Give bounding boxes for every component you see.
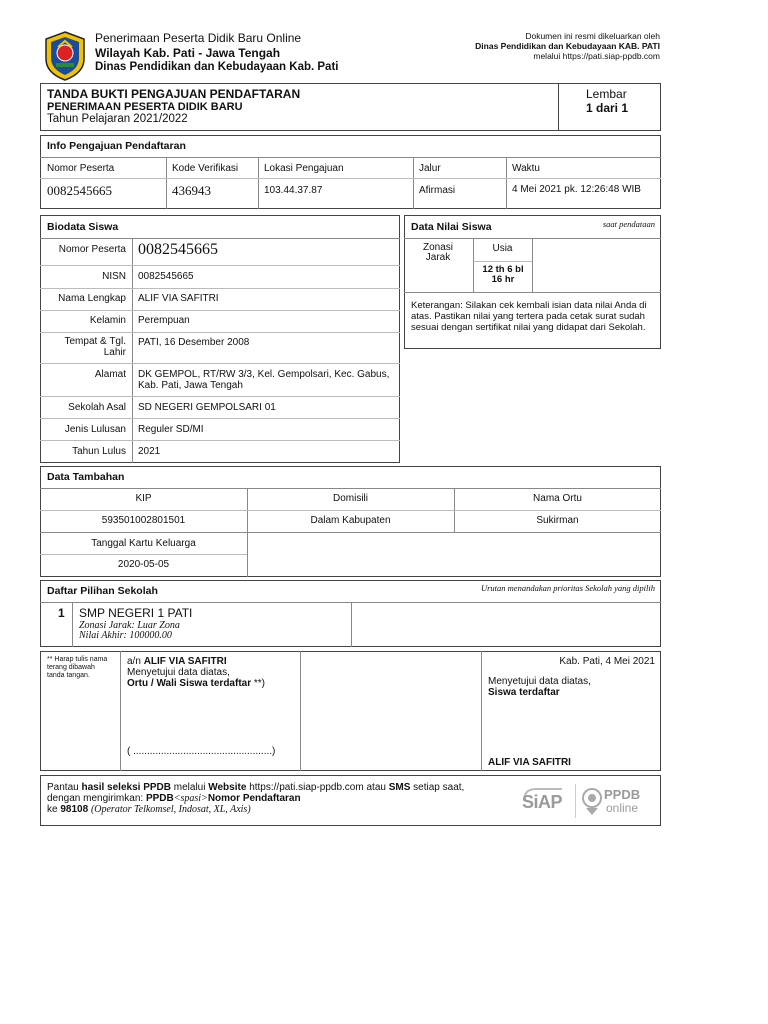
pilihan-number: 1	[58, 606, 65, 620]
bio-value-jenis: Reguler SD/MI	[138, 424, 204, 435]
footer-t6: SMS	[388, 782, 411, 793]
ttd-siswa-name: ALIF VIA SAFITRI	[488, 757, 571, 768]
doc-subtitle: PENERIMAAN PESERTA DIDIK BARU	[47, 101, 243, 113]
siap-logo-text: SiAP	[522, 792, 563, 812]
header-line3: Dinas Pendidikan dan Kebudayaan Kab. Pati	[95, 61, 339, 73]
bio-label-nomor: Nomor Peserta	[58, 244, 126, 255]
bio-label-nama: Nama Lengkap	[58, 293, 126, 304]
info-header-kode: Kode Verifikasi	[172, 163, 239, 174]
footer-t13: 98108	[60, 804, 89, 815]
ttd-ortu-role: Ortu / Wali Siswa terdaftar	[127, 678, 252, 689]
footer-t4: Website	[208, 782, 247, 793]
sheet-label: Lembar	[586, 87, 627, 101]
info-value-nomor: 0082545665	[47, 183, 112, 198]
kip-label: KIP	[135, 493, 152, 504]
info-value-jalur: Afirmasi	[419, 185, 456, 196]
kab-pati-logo	[44, 31, 86, 81]
nilai-title: Data Nilai Siswa	[411, 221, 492, 233]
info-value-waktu: 4 Mei 2021 pk. 12:26:48 WIB	[512, 184, 641, 195]
pilihan-score: Nilai Akhir: 100000.00	[79, 630, 172, 641]
footer-t1: Pantau	[47, 782, 79, 793]
info-header-nomor: Nomor Peserta	[47, 163, 115, 174]
footer-t12: ke	[47, 804, 58, 815]
ortu-label: Nama Ortu	[533, 493, 582, 504]
ttd-blank-line: ( ..................................................)	[127, 746, 276, 757]
bio-label-ttl: Tempat & Tgl. Lahir	[64, 336, 126, 358]
bio-value-tahun: 2021	[138, 446, 161, 457]
footer-t7: setiap saat,	[413, 782, 465, 793]
nilai-keterangan: Keterangan: Silakan cek kembali isian data nilai Anda di atas. Pastikan nilai yang tertera pada cetak surat sudah sesuai dengan sertifikat nilai yang didapat dari Sekolah.	[411, 300, 647, 333]
pilihan-note: Urutan menandakan prioritas Sekolah yang dipilih	[480, 583, 655, 593]
ttd-an-name: ALIF VIA SAFITRI	[143, 656, 227, 667]
doc-year: Tahun Pelajaran 2021/2022	[47, 113, 188, 125]
ttd-ortu-suffix: **)	[253, 678, 266, 689]
domisili-value: Dalam Kabupaten	[310, 515, 391, 526]
bio-value-nama: ALIF VIA SAFITRI	[138, 293, 219, 304]
ttd-place-date: Kab. Pati, 4 Mei 2021	[559, 656, 655, 667]
ttd-agree-siswa: Menyetujui data diatas,	[488, 676, 591, 687]
header-line1: Penerimaan Peserta Didik Baru Online	[95, 31, 302, 45]
footer-t8: dengan mengirimkan:	[47, 793, 144, 804]
bio-value-kelamin: Perempuan	[138, 315, 190, 326]
biodata-title: Biodata Siswa	[47, 221, 119, 233]
nilai-note: saat pendataan	[602, 219, 655, 229]
doc-title: TANDA BUKTI PENGAJUAN PENDAFTARAN	[47, 87, 301, 101]
ppdb-logo-text: PPDB	[604, 787, 641, 802]
ttd-an-prefix: a/n	[127, 656, 141, 667]
ttd-note: ** Harap tulis nama terang dibawah tanda tangan.	[47, 656, 108, 679]
bio-value-alamat: DK GEMPOL, RT/RW 3/3, Kel. Gempolsari, Kec. Gabus, Kab. Pati, Jawa Tengah	[138, 369, 390, 391]
bio-value-nomor: 0082545665	[138, 241, 218, 258]
ttd-agree-ortu: Menyetujui data diatas,	[127, 667, 230, 678]
tkk-value: 2020-05-05	[117, 559, 170, 570]
info-header-jalur: Jalur	[419, 163, 441, 174]
online-logo-text: online	[606, 801, 639, 815]
header-right2: Dinas Pendidikan dan Kebudayaan KAB. PATI	[475, 41, 660, 51]
kip-value: 593501002801501	[101, 515, 186, 526]
domisili-label: Domisili	[333, 493, 368, 504]
ttd-siswa-role: Siswa terdaftar	[488, 687, 560, 698]
info-title: Info Pengajuan Pendaftaran	[47, 140, 186, 152]
ortu-value: Sukirman	[536, 515, 579, 526]
footer-t2: hasil seleksi PPDB	[81, 782, 171, 793]
info-value-kode: 436943	[172, 183, 211, 198]
tambahan-title: Data Tambahan	[47, 471, 125, 483]
bio-value-nisn: 0082545665	[138, 271, 194, 282]
pilihan-school: SMP NEGERI 1 PATI	[79, 606, 193, 620]
footer-t9: PPDB	[145, 793, 174, 804]
bio-label-nisn: NISN	[102, 271, 126, 282]
pilihan-zone: Zonasi Jarak: Luar Zona	[79, 620, 180, 631]
footer-t3: melalui	[173, 782, 206, 793]
bio-value-sekolah: SD NEGERI GEMPOLSARI 01	[138, 402, 276, 413]
bio-label-alamat: Alamat	[94, 369, 126, 380]
bio-label-sekolah: Sekolah Asal	[68, 402, 126, 413]
bio-value-ttl: PATI, 16 Desember 2008	[138, 337, 250, 348]
bio-label-kelamin: Kelamin	[89, 315, 126, 326]
ppdb-online-logo	[580, 786, 650, 818]
header-right1: Dokumen ini resmi dikeluarkan oleh	[525, 31, 660, 41]
tkk-label: Tanggal Kartu Keluarga	[91, 538, 196, 549]
zonasi-label: Zonasi Jarak	[422, 242, 453, 263]
header-right3: melalui https://pati.siap-ppdb.com	[533, 51, 660, 61]
footer-t10: <spasi>	[173, 793, 208, 804]
footer-t5: https://pati.siap-ppdb.com atau	[249, 782, 386, 793]
usia-value: 12 th 6 bl 16 hr	[482, 264, 524, 285]
usia-label: Usia	[492, 243, 513, 254]
bio-label-tahun: Tahun Lulus	[72, 446, 126, 457]
info-header-lokasi: Lokasi Pengajuan	[264, 163, 344, 174]
bio-label-jenis: Jenis Lulusan	[64, 424, 126, 435]
header-line2: Wilayah Kab. Pati - Jawa Tengah	[95, 46, 281, 60]
sheet-value: 1 dari 1	[586, 101, 629, 115]
footer-t11: Nomor Pendaftaran	[207, 793, 301, 804]
info-header-waktu: Waktu	[512, 163, 540, 174]
info-value-lokasi: 103.44.37.87	[264, 185, 323, 196]
siap-logo	[520, 786, 570, 816]
footer-t14: (Operator Telkomsel, Indosat, XL, Axis)	[90, 804, 251, 815]
pilihan-title: Daftar Pilihan Sekolah	[47, 585, 158, 597]
